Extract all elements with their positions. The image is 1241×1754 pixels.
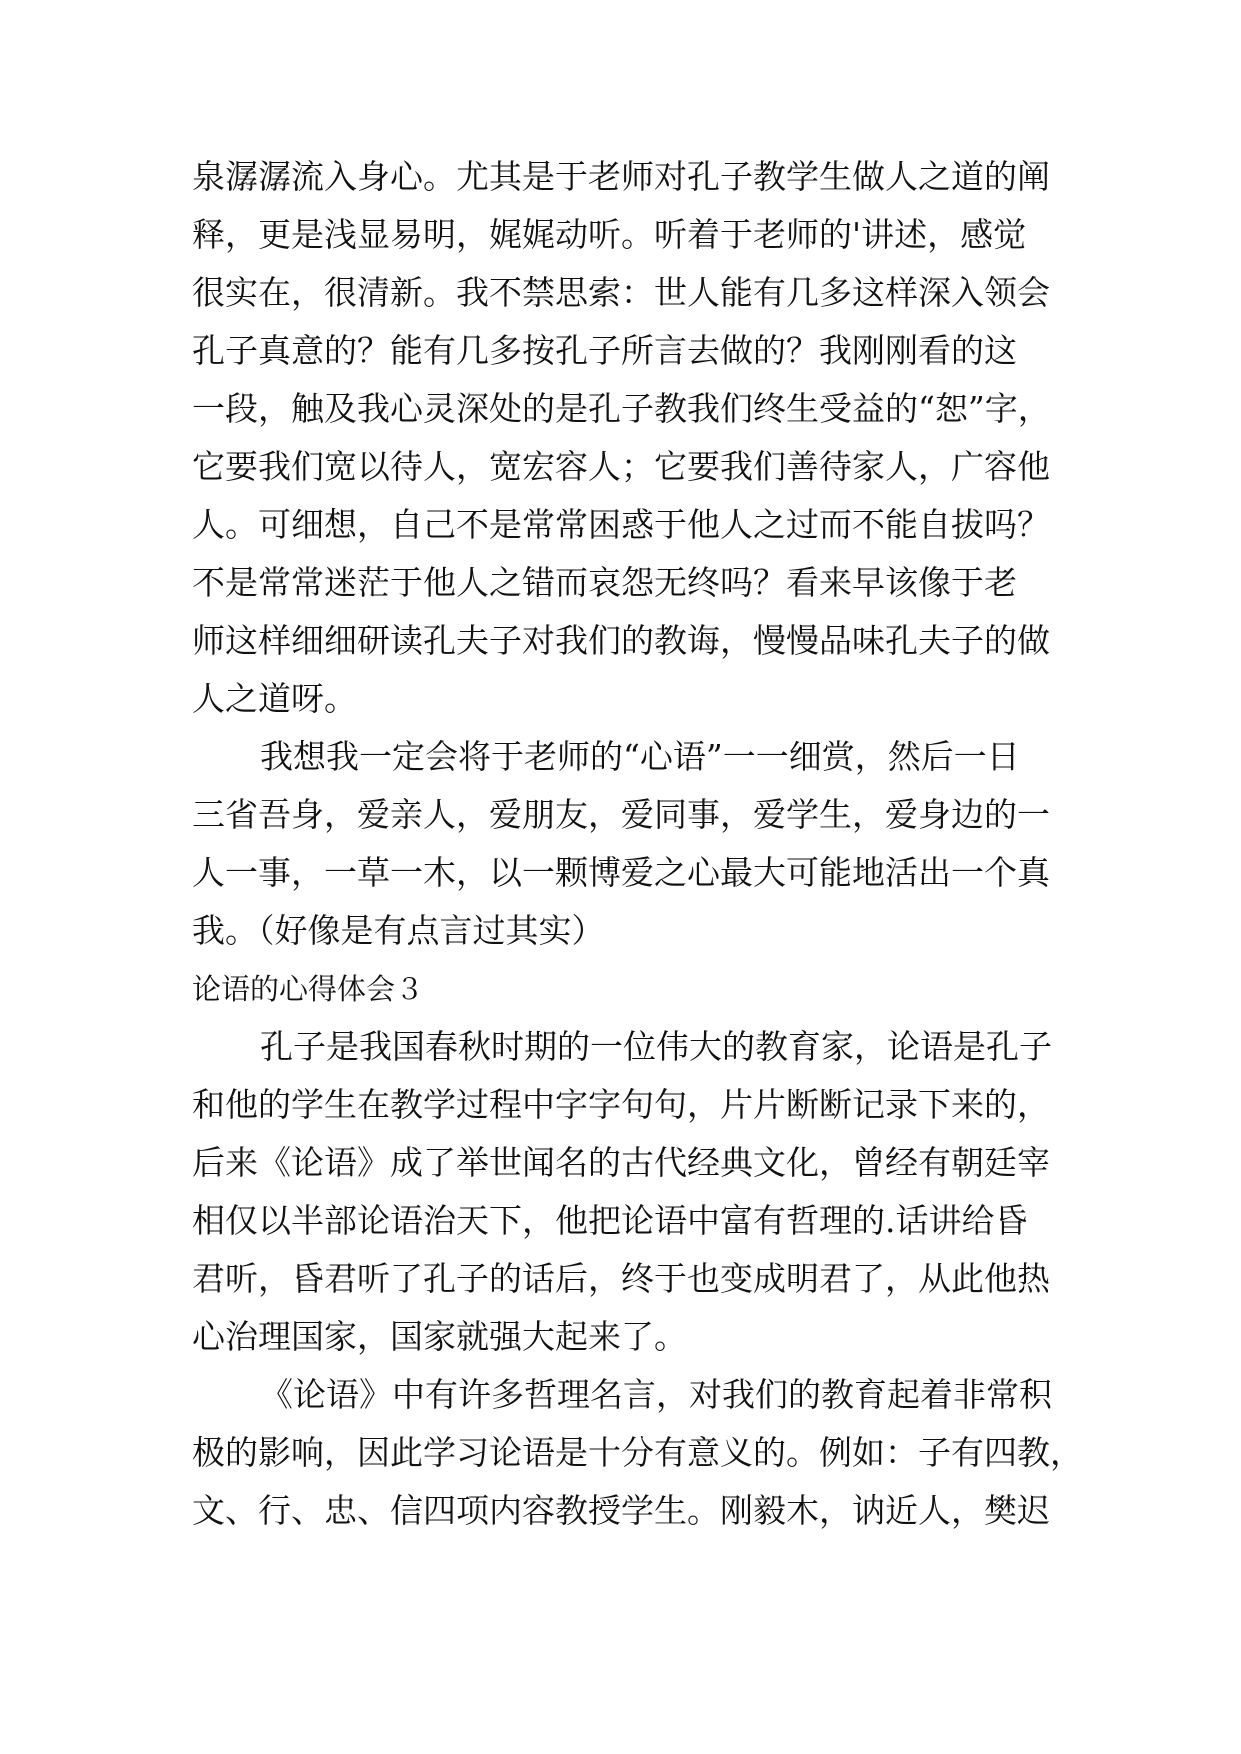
paragraph [192,728,1072,960]
text-line: 三省吾身，爱亲人，爱朋友，爱同事，爱学生，爱身边的一 [192,795,1050,834]
paragraph [192,1018,1072,1366]
text-line: 文、行、忠、信四项内容教授学生。刚毅木，讷近人，樊迟 [192,1491,1050,1530]
text-line: 后来《论语》成了举世闻名的古代经典文化，曾经有朝廷宰 [192,1143,1050,1182]
text-line: 相仅以半部论语治天下，他把论语中富有哲理的.话讲给昏 [192,1201,1028,1240]
text-line: 我想我一定会将于老师的“心语”一一细赏，然后一日 [260,737,1020,776]
text-line: 很实在，很清新。我不禁思索：世人能有几多这样深入领会 [192,273,1050,312]
text-line: 师这样细细研读孔夫子对我们的教诲，慢慢品味孔夫子的做 [192,621,1050,660]
text-line: 不是常常迷茫于他人之错而哀怨无终吗？看来早该像于老 [192,563,1017,602]
document-body [192,148,1083,1540]
text-line: 我。（好像是有点言过其实） [192,911,605,950]
text-line: 孔子真意的？能有几多按孔子所言去做的？我刚刚看的这 [192,331,1017,370]
text-line: 它要我们宽以待人，宽宏容人；它要我们善待家人，广容他 [192,447,1050,486]
text-line: 心治理国家，国家就强大起来了。 [192,1317,687,1356]
text-line: 释，更是浅显易明，娓娓动听。听着于老师的'讲述，感觉 [192,215,1027,254]
text-line: 和他的学生在教学过程中字字句句，片片断断记录下来的， [192,1085,1050,1124]
section-heading: 论语的心得体会３ [192,972,425,1006]
text-line: 人。可细想，自己不是常常困惑于他人之过而不能自拔吗？ [192,505,1050,544]
text-line: 人之道呀。 [192,679,357,718]
paragraph [192,148,1072,728]
text-line: 君听，昏君听了孔子的话后，终于也变成明君了，从此他热 [192,1259,1050,1298]
text-line: 泉潺潺流入身心。尤其是于老师对孔子教学生做人之道的阐 [192,157,1050,196]
text-line: 极的影响，因此学习论语是十分有意义的。例如：子有四教， [192,1433,1083,1472]
paragraph [192,1366,1083,1540]
text-line: 人一事，一草一木，以一颗博爱之心最大可能地活出一个真 [192,853,1050,892]
text-line: 《论语》中有许多哲理名言，对我们的教育起着非常积 [260,1375,1052,1414]
text-line: 孔子是我国春秋时期的一位伟大的教育家，论语是孔子 [260,1027,1052,1066]
text-line: 一段，触及我心灵深处的是孔子教我们终生受益的“恕”字， [192,389,1051,428]
